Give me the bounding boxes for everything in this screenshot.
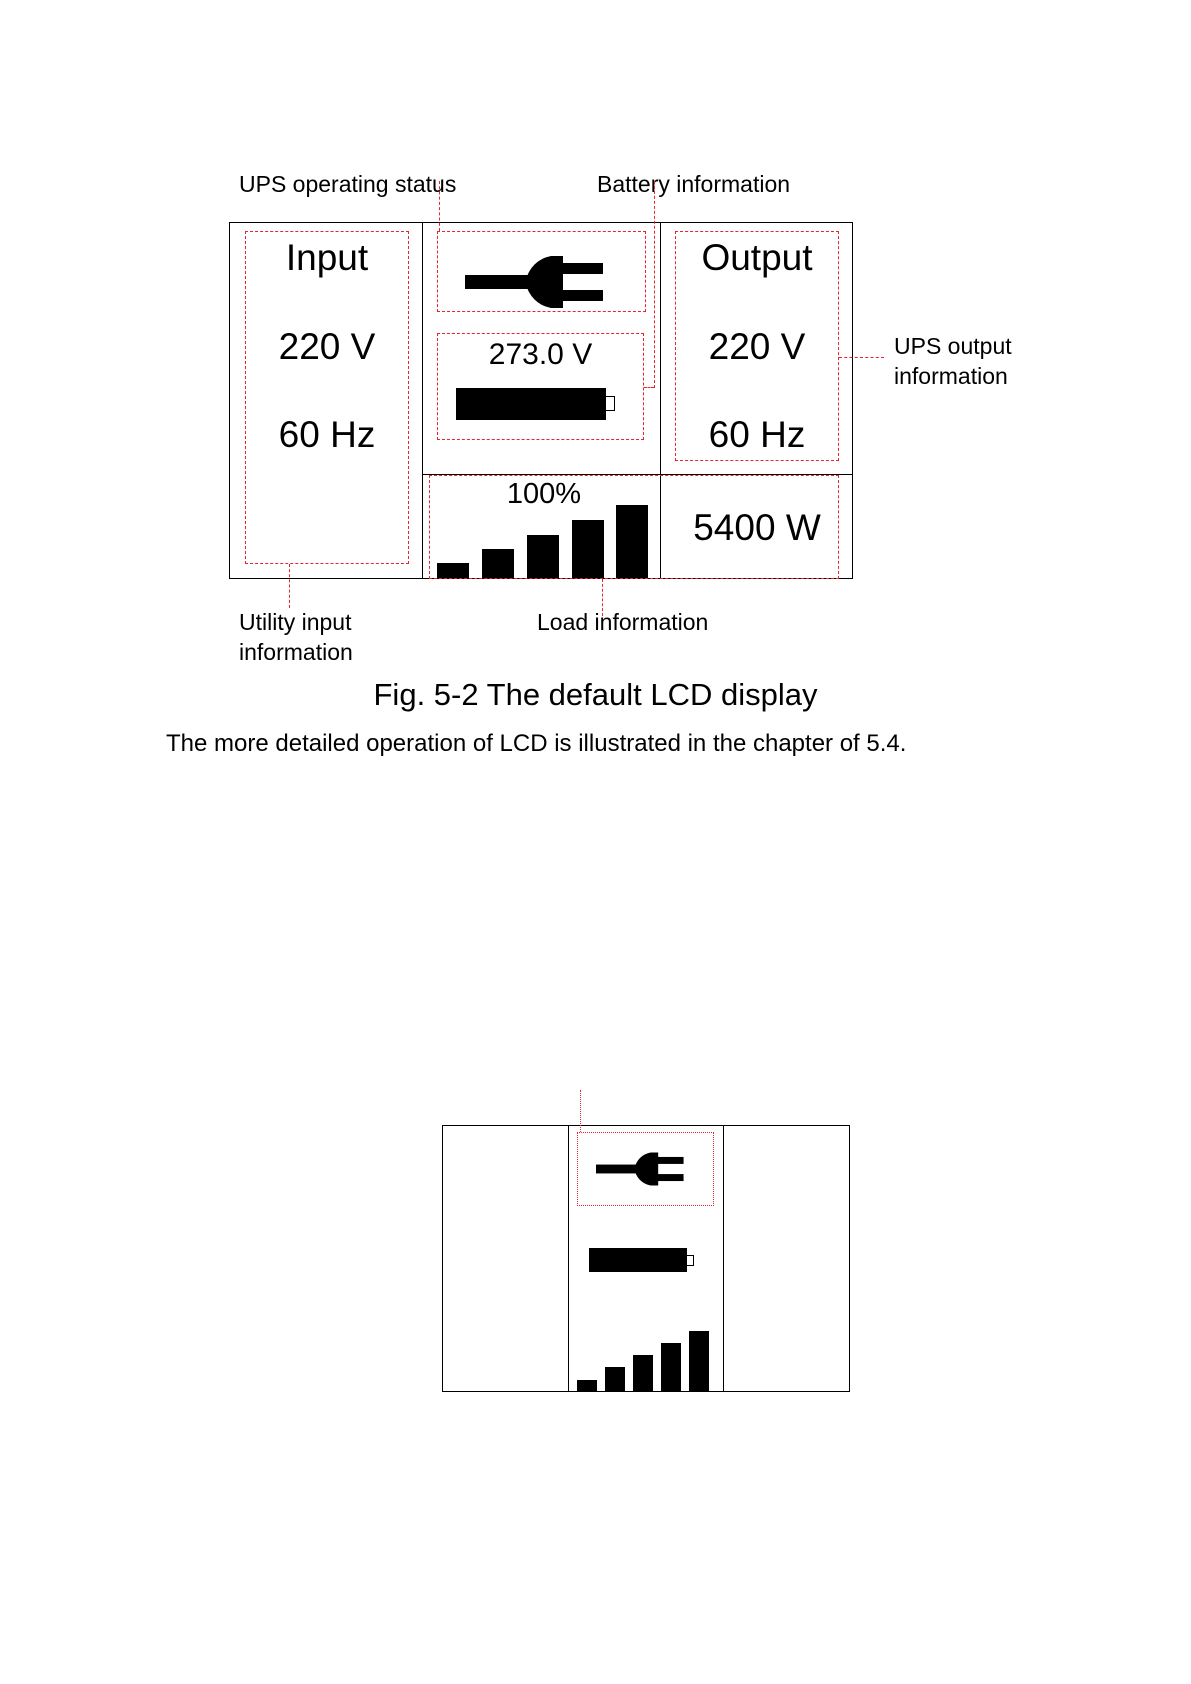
- lcd2-battery-fill: [589, 1248, 687, 1272]
- lcd-display: [0, 0, 1191, 700]
- lcd2-load-bar-4: [661, 1343, 681, 1392]
- battery-fill: [456, 388, 606, 420]
- load-bar-5: [616, 505, 648, 578]
- lcd2-divider-left: [568, 1125, 569, 1392]
- battery-icon: [456, 388, 606, 420]
- output-voltage: 220 V: [708, 326, 806, 367]
- ups-status-leader: [439, 181, 440, 231]
- lcd2-load-bars: [574, 1320, 724, 1392]
- load-bar-1: [437, 563, 469, 578]
- input-title: Input: [285, 237, 369, 278]
- lcd2-load-bar-5: [689, 1331, 709, 1392]
- load-bars: [430, 500, 650, 578]
- lcd2-status-leader: [580, 1090, 581, 1132]
- plug-icon: [465, 254, 610, 310]
- output-title: Output: [701, 237, 813, 278]
- body-paragraph: The more detailed operation of LCD is illustrated in the chapter of 5.4.: [166, 730, 907, 757]
- callout-load: Load information: [537, 609, 709, 635]
- lcd2-load-bar-1: [577, 1380, 597, 1392]
- lcd-divider-left: [422, 222, 423, 579]
- callout-utility-input-line1: Utility input: [239, 609, 352, 635]
- ups-output-leader: [839, 357, 884, 358]
- lcd2-load-bar-3: [633, 1355, 653, 1392]
- callout-ups-output-line2: information: [894, 363, 1008, 389]
- load-bar-3: [527, 535, 559, 578]
- lcd2-load-bar-2: [605, 1367, 625, 1392]
- battery-leader-horizontal: [644, 387, 654, 388]
- battery-terminal: [605, 396, 615, 411]
- load-bar-4: [572, 520, 604, 578]
- figure-caption: Fig. 5-2 The default LCD display: [373, 677, 818, 712]
- lcd2-battery-icon: [589, 1248, 687, 1272]
- input-frequency: 60 Hz: [278, 414, 376, 455]
- lcd-display-2: [0, 1080, 1191, 1400]
- lcd2-plug-icon: [596, 1151, 688, 1187]
- battery-leader-vertical: [654, 181, 655, 388]
- callout-ups-status: UPS operating status: [239, 171, 457, 197]
- output-frequency: 60 Hz: [708, 414, 806, 455]
- callout-battery: Battery information: [597, 171, 791, 197]
- battery-voltage: 273.0 V: [488, 338, 593, 371]
- input-voltage: 220 V: [278, 326, 376, 367]
- load-leader: [602, 579, 603, 616]
- load-percent: 100%: [506, 478, 582, 510]
- utility-input-leader: [289, 564, 290, 608]
- lcd2-battery-terminal: [686, 1255, 694, 1266]
- callout-ups-output-line1: UPS output: [894, 333, 1012, 359]
- load-bar-2: [482, 549, 514, 578]
- output-power: 5400 W: [693, 507, 821, 548]
- callout-utility-input-line2: information: [239, 639, 353, 665]
